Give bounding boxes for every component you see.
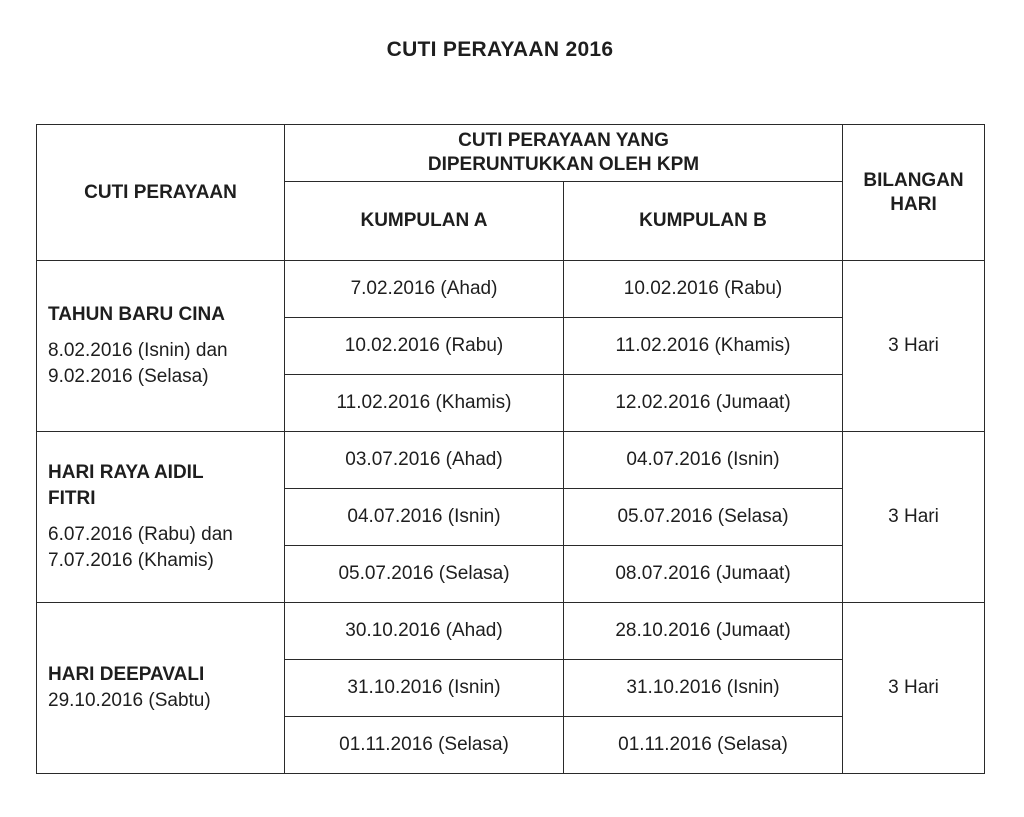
group-a-date: 31.10.2016 (Isnin) bbox=[285, 660, 564, 717]
group-b-date: 12.02.2016 (Jumaat) bbox=[564, 375, 843, 432]
group-b-date: 28.10.2016 (Jumaat) bbox=[564, 603, 843, 660]
header-allocated: CUTI PERAYAAN YANG DIPERUNTUKKAN OLEH KPM bbox=[285, 125, 843, 182]
header-days: BILANGAN HARI bbox=[843, 125, 985, 261]
festival-name: TAHUN BARU CINA bbox=[48, 304, 225, 325]
festival-cell bbox=[37, 603, 285, 774]
group-b-date: 05.07.2016 (Selasa) bbox=[564, 489, 843, 546]
days-count: 3 Hari bbox=[843, 261, 985, 432]
group-b-date: 04.07.2016 (Isnin) bbox=[564, 432, 843, 489]
group-b-date: 31.10.2016 (Isnin) bbox=[564, 660, 843, 717]
days-count: 3 Hari bbox=[843, 432, 985, 603]
header-group-b: KUMPULAN B bbox=[564, 182, 843, 261]
days-count: 3 Hari bbox=[843, 603, 985, 774]
group-a-date: 10.02.2016 (Rabu) bbox=[285, 318, 564, 375]
header-festival: CUTI PERAYAAN bbox=[37, 125, 285, 261]
group-b-date: 01.11.2016 (Selasa) bbox=[564, 717, 843, 774]
group-b-date: 11.02.2016 (Khamis) bbox=[564, 318, 843, 375]
group-a-date: 11.02.2016 (Khamis) bbox=[285, 375, 564, 432]
festival-date: 8.02.2016 (Isnin) dan 9.02.2016 (Selasa) bbox=[48, 340, 228, 387]
header-group-a: KUMPULAN A bbox=[285, 182, 564, 261]
festival-cell bbox=[37, 261, 285, 432]
festival-cell bbox=[37, 432, 285, 603]
festival-name: HARI DEEPAVALI bbox=[48, 664, 205, 685]
festival-date: 6.07.2016 (Rabu) dan 7.07.2016 (Khamis) bbox=[48, 524, 233, 571]
page-title: CUTI PERAYAAN 2016 bbox=[386, 38, 614, 61]
group-b-date: 10.02.2016 (Rabu) bbox=[564, 261, 843, 318]
group-a-date: 30.10.2016 (Ahad) bbox=[285, 603, 564, 660]
table-row bbox=[37, 603, 985, 660]
holiday-table-body bbox=[37, 125, 985, 774]
holiday-table bbox=[36, 124, 985, 774]
group-a-date: 03.07.2016 (Ahad) bbox=[285, 432, 564, 489]
group-a-date: 7.02.2016 (Ahad) bbox=[285, 261, 564, 318]
group-b-date: 08.07.2016 (Jumaat) bbox=[564, 546, 843, 603]
header-row bbox=[37, 125, 985, 182]
table-row bbox=[37, 261, 985, 318]
table-row bbox=[37, 432, 985, 489]
festival-date: 29.10.2016 (Sabtu) bbox=[48, 690, 211, 711]
festival-name: HARI RAYA AIDIL FITRI bbox=[48, 462, 204, 509]
group-a-date: 04.07.2016 (Isnin) bbox=[285, 489, 564, 546]
group-a-date: 05.07.2016 (Selasa) bbox=[285, 546, 564, 603]
group-a-date: 01.11.2016 (Selasa) bbox=[285, 717, 564, 774]
